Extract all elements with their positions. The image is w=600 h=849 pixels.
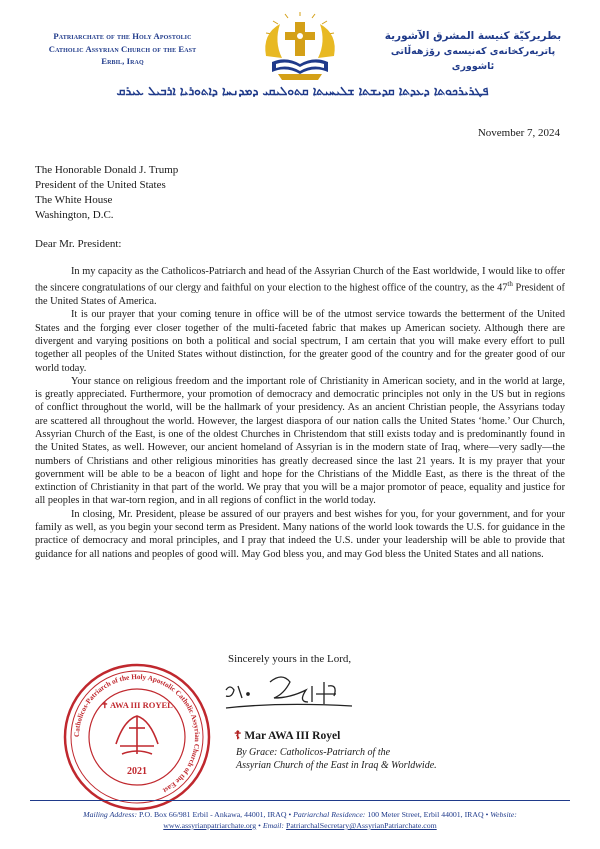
recipient-line: President of the United States [35,179,166,191]
residence-address: 100 Meter Street, Erbil 44001, IRAQ • [365,810,491,819]
letterhead-syriac: ܦܛܪܝܪܟܘܬܐ ܕܥܕܬܐ ܩܕܝܫܬܐ ܫܠܝܚܝܬܐ ܩܬܘܠܝܩܝ ܕܡܕܢܚܐ ܕܐܬܘܪܝܐ ܐܪܒܝܠ ܥܝܪܩ [116,84,489,98]
recipient-line: The White House [35,194,113,206]
letter-body [35,265,565,561]
salutation: Dear Mr. President: [35,238,122,250]
footer-separator: • [256,821,263,830]
website-label: Website: [490,810,517,819]
handwritten-signature [220,672,355,722]
email-link[interactable]: PatriarchalSecretary@AssyrianPatriarchate.com [286,821,437,830]
website-link[interactable]: www.assyrianpatriarchate.org [163,821,257,830]
letterhead-kurdish: پاتريەركخانەی کەنیسەی رۆژهەڵاتی ئاشووری [390,46,556,72]
recipient-line: Washington, D.C. [35,209,114,221]
letter-date: November 7, 2024 [477,127,560,139]
email-label: Email: [262,821,285,830]
patriarchal-seal-icon [62,662,212,812]
seal-name: ✝ AWA III ROYEL [101,700,173,710]
mailing-address: P.O. Box 66/981 Erbil - Ankawa, 44001, IRAQ • [137,810,294,819]
signatory-title-line-2: Assyrian Church of the East in Iraq & Worldwide. [236,760,437,771]
signatory-name-text: Mar AWA III Royel [244,730,341,742]
signatory-title [236,746,437,772]
paragraph-2: It is our prayer that your coming tenure in office will be of the utmost service towards the betterment of the United States and the forging ever closer together of the multi-faceted fabric that makes up American society. Although there are divergent and varying positions on both a political and social spectrum, I am certain that you will make every effort to pull together all peoples of the United States without distinction, for the greater good of the country and for the greater good of our world today. [35,309,565,374]
recipient-line: The Honorable Donald J. Trump [35,164,179,176]
letterhead-line-2: Catholic Assyrian Church of the East [48,43,197,54]
paragraph-3: Your stance on religious freedom and the important role of Christianity in American society, and in the world at large, is greatly appreciated. Furthermore, your promotion of democracy and democratic principles not only in the US but in regions of conflict throughout the world, will be the hallmark of your presidency. As an ancient Christian people, the Assyrians today are scattered all throughout the world. However, the largest diaspora of our nation calls the United States ‘home.’ Our Church, Assyrian Church of the East, is one of the oldest Churches in Christendom that still exists today and is predominantly found in the United States, as well. However, our ancient homeland of Assyrian is in the modern state of Iraq, where—very sadly—the numbers of Christians and other religious minorities has greatly decreased since the last 21 years. It is my prayer that your government will be able to be a beacon of light and hope for the Christians of the Middle East, as there is the threat of the extinction of Christianity in that part of the world. We pray that you will be a major promotor of peace, equality and justice for all peoples in that war-torn region, and in all regions of conflict in the world today. [35,375,565,507]
paragraph-4: In closing, Mr. President, please be assured of our prayers and best wishes for you, for your government, and for your family as well, as you begin your second term as President. Many nations of the world look towards the U.S. for guidance in the practice of democracy and moral principles, and I pray that indeed the U.S. under your leadership will be able to provide that guidance for all nations and peoples of good will. May God bless you, and may God bless the United States and all nations. [35,508,565,560]
letter-footer [30,809,570,831]
letterhead-line-3: Erbil, Iraq [101,56,144,66]
recipient-address [35,163,178,223]
patriarchate-emblem-icon [258,12,342,84]
letterhead-arabic-kurdish [378,29,568,74]
letterhead-english [30,30,215,68]
cross-icon: ☦ [234,730,242,742]
paragraph-1-text-end: President of the United States of America. [35,282,565,308]
mailing-label: Mailing Address: [83,810,138,819]
ordinal-suffix: th [507,280,513,289]
seal-year: 2021 [127,766,147,777]
signatory-title-line-1: By Grace: Catholicos-Patriarch of the [236,747,391,758]
letterhead-arabic: بطريركيّة كنيسة المشرق الآشورية [384,30,562,42]
seal-ring-text: Catholicos-Patriarch of the Holy Apostolic Catholic Assyrian Church of the East [72,672,202,795]
footer-divider [30,800,570,801]
paragraph-1 [35,265,565,308]
signatory-name [234,728,340,742]
residence-label: Patriarchal Residence: [293,810,366,819]
paragraph-1-text: In my capacity as the Catholicos-Patriarch and head of the Assyrian Church of the East worldwide, I would like to offer the sincere congratulations of our clergy and faithful on your election to the highest office of the country, as the 47 [35,266,565,294]
letterhead-line-1: Patriarchate of the Holy Apostolic [53,31,192,41]
complimentary-close: Sincerely yours in the Lord, [228,653,352,665]
